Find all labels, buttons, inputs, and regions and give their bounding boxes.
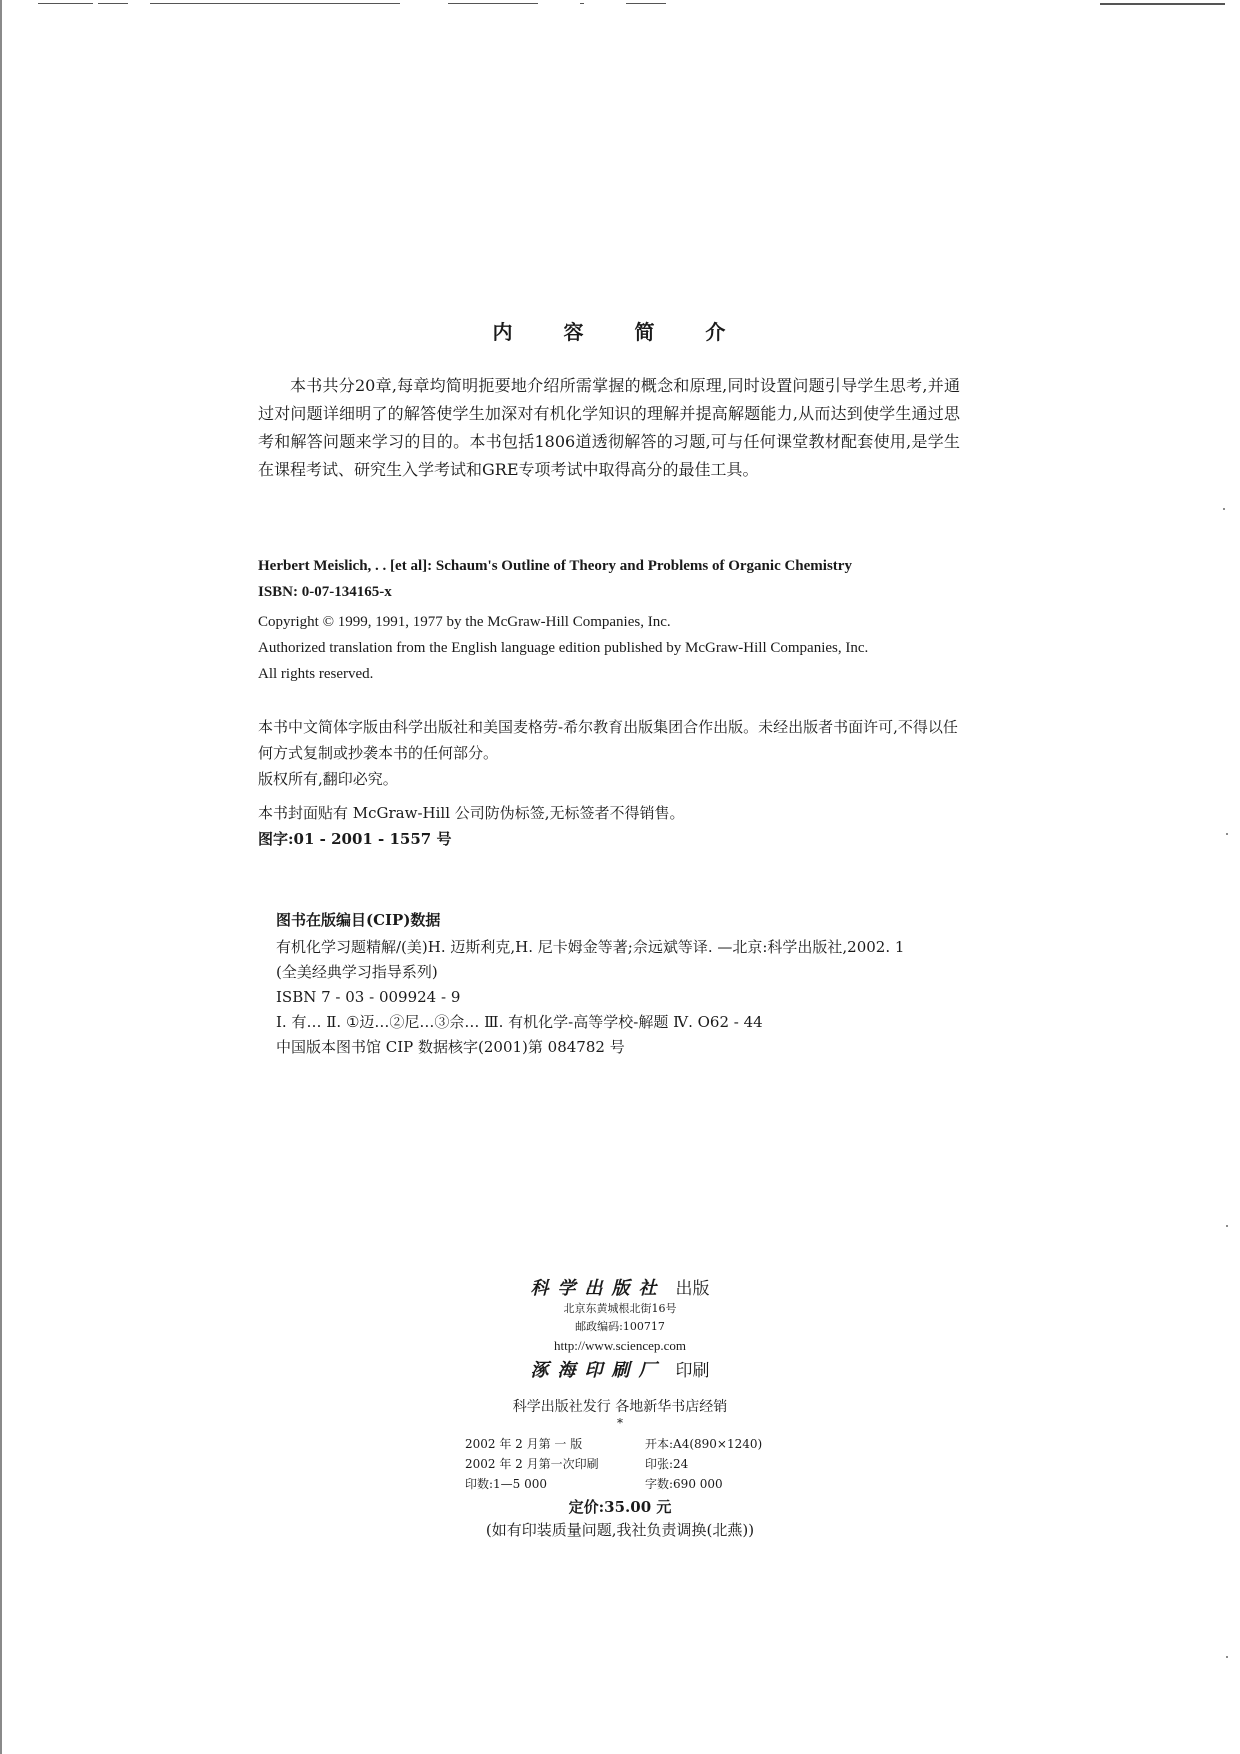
quality-notice: (如有印装质量问题,我社负责调换(北燕)) xyxy=(485,1521,755,1539)
scan-speck xyxy=(1226,833,1228,835)
cip-classification: Ⅰ. 有… Ⅱ. ①迈…②尼…③佘… Ⅲ. 有机化学-高等学校-解题 Ⅳ. O62 - 44 xyxy=(276,1013,763,1031)
print-label: 印刷 xyxy=(675,1361,710,1381)
publisher-postcode: 邮政编码:100717 xyxy=(575,1320,665,1333)
cip-isbn: ISBN 7 - 03 - 009924 - 9 xyxy=(276,988,461,1006)
cip-block xyxy=(258,908,960,1060)
publisher-url: http://www.sciencep.com xyxy=(553,1338,686,1353)
all-rights-reserved: All rights reserved. xyxy=(258,666,374,682)
scan-speck xyxy=(1226,1225,1228,1227)
separator-star: * xyxy=(617,1416,623,1430)
publisher-address: 北京东黄城根北街16号 xyxy=(563,1302,677,1315)
scan-top-artifact xyxy=(0,3,1240,7)
scan-speck xyxy=(1226,1656,1228,1658)
edition-date: 2002 年 2 月第 一 版 xyxy=(465,1437,583,1451)
details-row xyxy=(465,1454,775,1474)
printing-date: 2002 年 2 月第一次印刷 xyxy=(465,1457,599,1471)
all-rights-statement: 版权所有,翻印必究。 xyxy=(258,770,398,788)
chinese-rights-block xyxy=(258,714,960,852)
contract-number: 图字:01 - 2001 - 1557 号 xyxy=(258,830,452,848)
cip-entry: 有机化学习题精解/(美)H. 迈斯利克,H. 尼卡姆金等著;佘远斌等译. —北京:科学出版社,2002. 1 xyxy=(276,938,905,956)
cip-number: 中国版本图书馆 CIP 数据核字(2001)第 084782 号 xyxy=(276,1038,625,1056)
printer-row xyxy=(0,1356,1240,1382)
publisher-logo: 科学出版社 xyxy=(530,1278,666,1299)
cooperation-statement: 本书中文简体字版由科学出版社和美国麦格劳-希尔教育出版集团合作出版。未经出版者书面许可,不得以任何方式复制或抄袭本书的任何部分。 xyxy=(258,718,958,762)
details-row xyxy=(465,1474,775,1494)
edition-details xyxy=(465,1434,775,1494)
publish-label: 出版 xyxy=(675,1279,710,1299)
summary-paragraph: 本书共分20章,每章均简明扼要地介绍所需掌握的概念和原理,同时设置问题引导学生思考,并通过对问题详细明了的解答使学生加深对有机化学知识的理解并提高解题能力,从而达到使学生通过思考和解答问题来学习的目的。本书包括1806道透彻解答的习题,可与任何课堂教材配套使用,是学生在课程考试、研究生入学考试和GRE专项考试中取得高分的最佳工具。 xyxy=(258,376,960,479)
details-row xyxy=(465,1434,775,1454)
print-run: 印数:1—5 000 xyxy=(465,1477,548,1491)
imprint-block xyxy=(0,1274,1240,1540)
original-title: Herbert Meislich, . . [et al]: Schaum's Outline of Theory and Problems of Organic Chemistry xyxy=(258,558,852,574)
word-count: 字数:690 000 xyxy=(645,1477,723,1491)
printer-logo: 涿海印刷厂 xyxy=(530,1360,666,1381)
copyright-line: Copyright © 1999, 1991, 1977 by the McGraw-Hill Companies, Inc. xyxy=(258,614,671,630)
scan-speck xyxy=(1223,508,1225,510)
authorized-translation: Authorized translation from the English language edition published by McGraw-Hill Companies, Inc. xyxy=(258,640,869,656)
anti-counterfeit-notice: 本书封面贴有 McGraw-Hill 公司防伪标签,无标签者不得销售。 xyxy=(258,804,685,822)
distribution-line: 科学出版社发行 各地新华书店经销 xyxy=(512,1399,728,1415)
cip-heading: 图书在版编目(CIP)数据 xyxy=(276,911,441,929)
book-format: 开本:A4(890×1240) xyxy=(645,1437,763,1451)
cip-series: (全美经典学习指导系列) xyxy=(276,963,438,981)
summary-title: 内 容 简 介 xyxy=(492,320,748,344)
print-sheets: 印张:24 xyxy=(645,1457,689,1471)
publisher-row xyxy=(0,1274,1240,1300)
book-price: 定价:35.00 元 xyxy=(568,1498,672,1516)
original-isbn: ISBN: 0-07-134165-x xyxy=(258,584,392,600)
english-rights-block xyxy=(258,553,960,687)
